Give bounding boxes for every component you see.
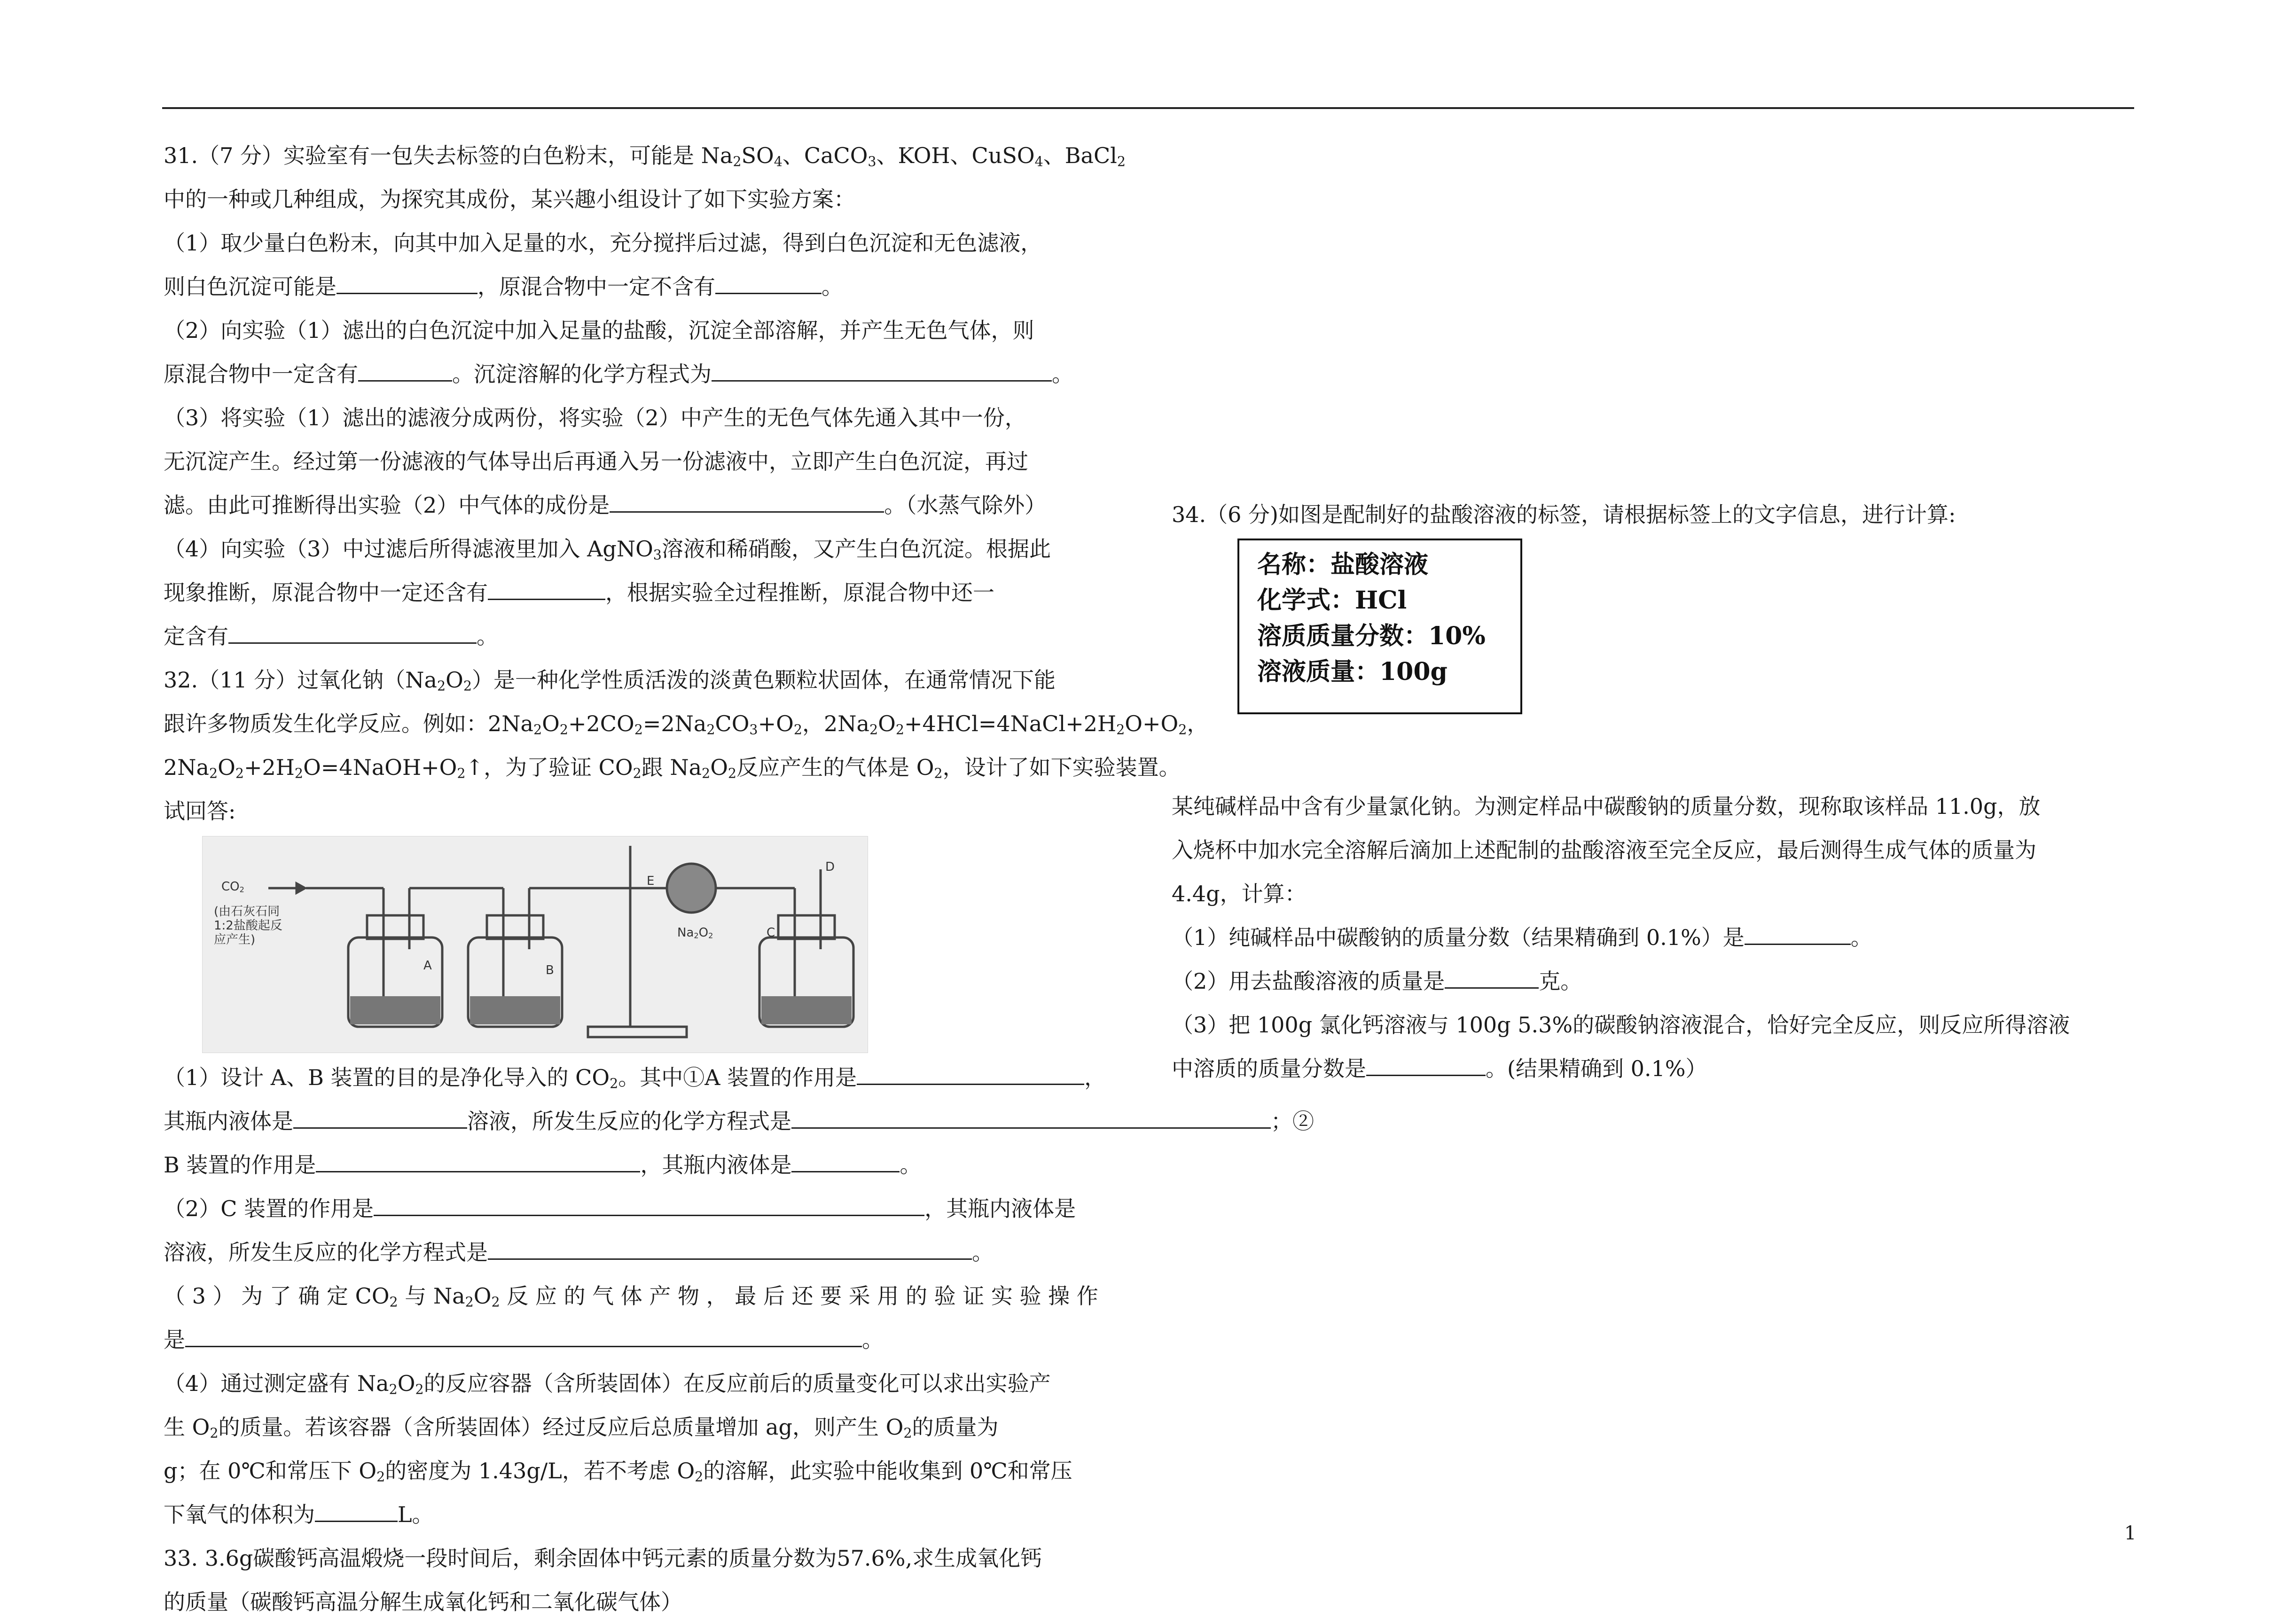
q32-a4-line3: g；在 0℃和常压下 $O_2$的密度为 1.43g/L，若不考虑 $O_2$的溶解，此实验中能收集到 0℃和常压 [164,1458,1072,1485]
label-a: A [423,959,432,973]
q34-line1: 34.（6 分)如图是配制好的盐酸溶液的标签，请根据标签上的文字信息，进行计算: [1172,502,1956,527]
label-mass: 溶液质量：100g [1257,657,1448,686]
label-name: 名称：盐酸溶液 [1257,550,1429,579]
answer-blank[interactable] [316,1150,640,1172]
q32-a4-line2: 生 $O_2$的质量。若该容器（含所装固体）经过反应后总质量增加 ag，则产生 $O_2$的质量为 [164,1414,999,1441]
q34-para2: 入烧杯中加水完全溶解后滴加上述配制的盐酸溶液至完全反应，最后测得生成气体的质量为 [1172,837,2036,863]
label-d: D [825,860,835,874]
stand-base [588,1027,687,1037]
q31-line2: 中的一种或几种组成，为探究其成份，某兴趣小组设计了如下实验方案： [164,187,855,212]
arrow-head [297,883,305,893]
q31-step3-blanks: 滤。由此可推断得出实验（2）中气体的成份是 。（水蒸气除外） [164,484,1146,527]
liquid-c [761,996,852,1024]
page-number: 1 [2124,1522,2136,1544]
answer-blank[interactable] [1366,1054,1486,1076]
q31-step1: （1）取少量白色粉末，向其中加入足量的水，充分搅拌后过滤，得到白色沉淀和无色滤液， [164,230,1042,256]
hcl-label-box [1237,539,1522,714]
answer-blank[interactable] [185,1325,862,1347]
right-column [1172,134,2137,1091]
answer-blank[interactable] [791,1150,900,1172]
q32-line1: 32.（11 分）过氧化钠$(Na_2O_2)$是一种化学性质活泼的淡黄色颗粒状固体，在通常情况下能 [164,667,1056,694]
answer-blank[interactable] [315,1500,398,1522]
co2-label: $CO_2$ [221,880,244,894]
q31-step4: （4）向实验（3）中过滤后所得滤液里加入 AgNO$_3$溶液和稀硝酸，又产生白色沉淀。根据此 [164,536,1051,563]
label-e: E [647,874,655,888]
label-fraction: 溶质质量分数：10% [1257,622,1486,650]
answer-blank[interactable] [228,622,477,644]
q32-line2: 跟许多物质发生化学反应。例如：$2Na_2O_2+2CO_2=2Na_2CO_3+O_2$，$2Na_2O_2+4HCl=4NaCl+2H_2O+O_2$， [164,711,1209,738]
q32-a4-line4: 下氧气的体积为 L。 [164,1493,1146,1537]
q32-a4: （4）通过测定盛有 $Na_2O_2$的反应容器（含所装固体）在反应前后的质量变化可以求出实验产 [164,1371,1051,1398]
q34-a3: （3）把 100g 氯化钙溶液与 100g 5.3%的碳酸钠溶液混合，恰好完全反应，则反应所得溶液 [1172,1012,2070,1038]
q32-line3: $2Na_2O_2+2H_2O=4NaOH+O_2↑$，为了验证 $CO_2$跟 $Na_2O_2$反应产生的气体是 $O_2$，设计了如下实验装置。 [164,755,1181,781]
answer-blank[interactable] [712,359,1052,382]
q32-a1-line2: 其瓶内液体是 溶液，所发生反应的化学方程式是 ；② [164,1100,1146,1143]
answer-blank[interactable] [1745,923,1851,945]
q32-a1: （1）设计 A、B 装置的目的是净化导入的 $CO_2$。其中①A 装置的作用是 ， [164,1056,1146,1100]
header-rule [162,107,2134,109]
q32-a3-line2: 是 。 [164,1318,1146,1362]
q31-step2-blanks: 原混合物中一定含有 。沉淀溶解的化学方程式为 。 [164,352,1146,396]
q32-a2-line2: 溶液，所发生反应的化学方程式是 。 [164,1231,1146,1274]
q34-a2: （2）用去盐酸溶液的质量是 克。 [1172,960,2137,1003]
bottle-c-stopper [778,915,835,939]
answer-blank[interactable] [715,272,822,294]
q31-step3-line2: 无沉淀产生。经过第一份滤液的气体导出后再通入另一份滤液中，立即产生白色沉淀，再过 [164,449,1028,474]
q32-a3: （ 3 ） 为 了 确 定 $CO_2$ 与 $Na_2O_2$ 反 应 的 气 体 产 物 ， 最 后 还 要 采 用 的 验 证 实 验 操 作 [164,1283,1098,1310]
q31-step3: （3）将实验（1）滤出的滤液分成两份，将实验（2）中产生的无色气体先通入其中一份， [164,405,1026,430]
q31-step4-end: 定含有 。 [164,615,1146,658]
q34-a3-line2: 中溶质的质量分数是 。(结果精确到 0.1%） [1172,1047,2137,1091]
source-note: (由石灰石同 1:2盐酸起反 应产生) [214,905,282,947]
apparatus-figure [202,836,868,1053]
bottle-a-stopper [367,915,423,939]
answer-blank[interactable] [488,1238,972,1260]
answer-blank[interactable] [293,1107,467,1129]
answer-blank[interactable] [1445,967,1539,989]
na2o2-tube [667,864,716,913]
q32-a2: （2）C 装置的作用是 ，其瓶内液体是 [164,1187,1146,1231]
answer-blank[interactable] [857,1063,1084,1085]
liquid-a [350,996,440,1024]
q31-step1-blanks: 则白色沉淀可能是 ，原混合物中一定不含有 。 [164,265,1146,309]
answer-blank[interactable] [358,359,452,382]
q31-step2: （2）向实验（1）滤出的白色沉淀中加入足量的盐酸，沉淀全部溶解，并产生无色气体，则 [164,318,1034,343]
apparatus-drawing [203,836,868,1053]
label-formula: 化学式：HCl [1257,586,1407,615]
q34-a1: （1）纯碱样品中碳酸钠的质量分数（结果精确到 0.1%）是 。 [1172,916,2137,960]
bottle-b-stopper [487,915,543,939]
answer-blank[interactable] [374,1194,924,1216]
q33-line1: 33. 3.6g碳酸钙高温煅烧一段时间后，剩余固体中钙元素的质量分数为57.6%,求生成氧化钙 [164,1546,1042,1571]
q31-line1: 31.（7 分）实验室有一包失去标签的白色粉末，可能是 $Na_2SO_4$、CaCO$_3$、KOH、CuSO$_4$、BaCl$_2$ [164,143,1126,170]
answer-blank[interactable] [488,578,605,600]
q32-line4: 试回答: [164,798,236,824]
na2o2-label: $Na_2O_2$ [677,926,713,940]
answer-blank[interactable] [791,1107,1271,1129]
q32-a1-line3: B 装置的作用是 ，其瓶内液体是 。 [164,1143,1146,1187]
q31-step4-blanks: 现象推断，原混合物中一定还含有 ，根据实验全过程推断，原混合物中还一 [164,571,1146,615]
q34-para3: 4.4g，计算： [1172,881,1307,906]
label-b: B [546,963,554,977]
answer-blank[interactable] [337,272,477,294]
answer-blank[interactable] [610,491,884,513]
label-c: C [767,926,775,940]
q34-para1: 某纯碱样品中含有少量氯化钠。为测定样品中碳酸钠的质量分数，现称取该样品 11.0g，放 [1172,794,2041,819]
q33-line2: 的质量（碳酸钙高温分解生成氧化钙和二氧化碳气体） [164,1589,682,1615]
liquid-b [470,996,560,1024]
